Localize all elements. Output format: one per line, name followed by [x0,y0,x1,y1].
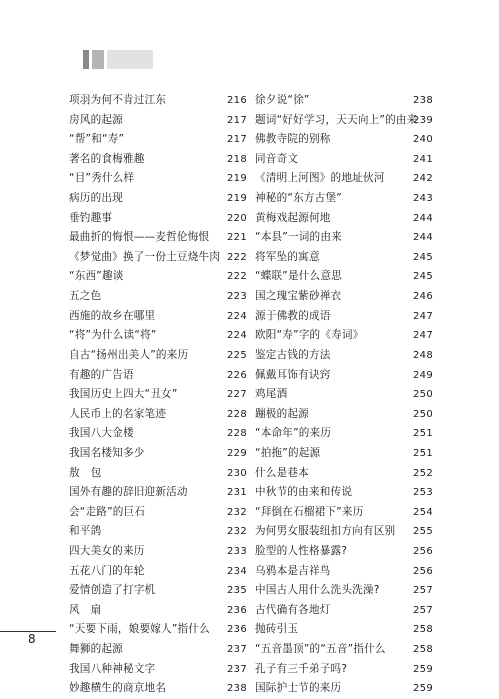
toc-entry-title: 同音奇文 [255,152,299,165]
toc-entry-page: 243 [413,193,433,205]
toc-entry [69,209,247,229]
toc-entry-page: 257 [413,604,433,616]
toc-entry [69,346,247,366]
toc-entry-title: 鉴定古钱的方法 [255,348,331,361]
toc-entry-page: 247 [413,330,433,342]
toc-entry [69,660,247,680]
toc-entry-title: “蝶联”是什么意思 [255,270,342,283]
toc-entry [255,444,433,464]
toc-entry-page: 245 [413,271,433,283]
toc-entry-title: “天要下雨，娘要嫁人”指什么 [69,623,210,636]
toc-entry-page: 240 [413,134,433,146]
toc-entry-page: 239 [413,114,433,126]
toc-entry [69,444,247,464]
toc-entry-page: 258 [413,624,433,636]
toc-entry-title: 题词“好好学习，天天向上”的由来 [255,113,418,126]
toc-entry-title: 西施的故乡在哪里 [69,309,156,322]
toc-entry-title: 自古“扬州出美人”的来历 [69,348,189,361]
toc-entry-title: 黄梅戏起源何地 [255,211,331,224]
toc-entry-title: 最曲折的悔恨——麦哲伦悔恨 [69,231,210,244]
toc-entry [255,483,433,503]
toc-entry [255,660,433,680]
toc-entry [255,542,433,562]
toc-entry-title: 我国历史上四大“丑女” [69,388,178,401]
toc-entry-page: 248 [413,349,433,361]
toc-entry [69,150,247,170]
toc-entry [255,228,433,248]
toc-entry [69,169,247,189]
toc-entry-title: 将军坠的寓意 [255,250,320,263]
toc-entry-title: 脸型的人性格暴露? [255,545,348,558]
toc-entry [255,679,433,699]
toc-entry [69,581,247,601]
toc-entry-title: 孔子有三千弟子吗? [255,662,348,675]
toc-entry-title: 项羽为何不肯过江东 [69,94,167,106]
toc-entry [69,679,247,699]
toc-entry [69,228,247,248]
toc-entry [255,307,433,327]
toc-entry-page: 253 [413,487,433,499]
toc-entry [255,326,433,346]
toc-entry-title: 和平鸽 [69,525,102,538]
toc-entry-title: 国际护士节的来历 [255,682,342,695]
toc-entry [69,385,247,405]
toc-entry [69,620,247,640]
toc-entry [69,405,247,425]
toc-entry-page: 227 [227,389,247,401]
toc-entry-page: 222 [227,271,247,283]
toc-entry [255,111,433,131]
toc-entry-title: “将”为什么读“将” [69,329,157,342]
toc-entry-title: “目”秀什么样 [69,172,135,185]
toc-entry [255,620,433,640]
toc-entry-page: 230 [227,467,247,479]
toc-entry-page: 232 [227,526,247,538]
toc-entry-page: 221 [227,232,247,244]
toc-entry-page: 217 [227,134,247,146]
toc-entry-page: 245 [413,251,433,263]
toc-entry-page: 228 [227,428,247,440]
toc-entry-title: 什么是巷本 [255,466,309,479]
toc-entry-title: 欧阳“寿”字的《寿词》 [255,329,364,342]
toc-entry-title: 病历的出现 [69,192,123,205]
toc-entry-title: 人民币上的名家笔迹 [69,407,167,420]
toc-entry-page: 244 [413,232,433,244]
toc-entry-page: 217 [227,114,247,126]
page-number: 8 [28,632,36,646]
toc-entry-page: 226 [227,369,247,381]
toc-entry-page: 252 [413,467,433,479]
toc-entry [69,111,247,131]
toc-entry [69,483,247,503]
toc-entry-title: “拜倒在石榴裙下”来历 [255,505,364,518]
toc-entry-title: 国外有趣的辞旧迎新活动 [69,486,188,499]
toc-entry-title: “五音墨顶”的“五音”指什么 [255,643,386,656]
toc-entry [69,601,247,621]
toc-entry-page: 233 [227,546,247,558]
toc-entry-title: 敖 包 [69,466,102,479]
toc-entry-title: “拍拖”的起源 [255,446,321,459]
toc-entry-page: 256 [413,565,433,577]
toc-entry-page: 219 [227,173,247,185]
toc-entry [255,601,433,621]
toc-entry [255,169,433,189]
toc-entry [69,287,247,307]
toc-entry-page: 237 [227,663,247,675]
toc-entry [69,326,247,346]
toc-entry-page: 224 [227,330,247,342]
toc-entry-title: 乌鸦本是吉祥鸟 [255,564,331,577]
toc-entry-title: 我国八种神秘文字 [69,662,156,675]
toc-entry-page: 241 [413,153,433,165]
toc-entry-page: 258 [413,644,433,656]
toc-entry-page: 250 [413,389,433,401]
toc-column-left [69,91,247,699]
toc-entry-title: 《梦觉曲》换了一份土豆烧牛肉 [69,250,221,263]
toc-entry-page: 251 [413,447,433,459]
toc-entry-page: 247 [413,310,433,322]
toc-entry-title: 中国古人用什么洗头洗澡? [255,584,380,597]
toc-entry [69,189,247,209]
toc-entry-title: 有趣的广告语 [69,368,134,381]
toc-entry-page: 232 [227,506,247,518]
toc-entry [255,562,433,582]
toc-entry-title: 我国名楼知多少 [69,446,145,459]
toc-entry-title: 为何男女服装纽扣方向有区别 [255,525,396,538]
toc-entry [255,385,433,405]
toc-entry-title: 《清明上河图》的地址伙河 [255,172,385,185]
toc-entry [255,209,433,229]
toc-entry-page: 228 [227,408,247,420]
toc-entry-page: 223 [227,291,247,303]
toc-entry-page: 257 [413,585,433,597]
toc-entry-page: 238 [413,95,433,106]
toc-entry-page: 229 [227,447,247,459]
header-decoration [83,50,153,69]
toc-entry-page: 255 [413,526,433,538]
toc-entry [255,248,433,268]
toc-entry-page: 251 [413,428,433,440]
toc-entry-title: “东西”趣谈 [69,270,124,283]
toc-entry-page: 224 [227,310,247,322]
toc-entry [255,581,433,601]
toc-entry-title: 抛砖引玉 [255,623,299,636]
toc-entry-title: 妙趣横生的商京地名 [69,682,167,695]
toc-entry-page: 249 [413,369,433,381]
toc-entry-page: 236 [227,604,247,616]
decor-bar-dark [83,50,89,69]
toc-entry-page: 222 [227,251,247,263]
toc-entry-title: 垂钓趣事 [69,211,113,224]
toc-entry [69,542,247,562]
toc-entry-page: 225 [227,349,247,361]
toc-entry-page: 256 [413,546,433,558]
toc-entry-title: “本命年”的来历 [255,427,332,440]
toc-entry [255,405,433,425]
toc-entry [255,366,433,386]
toc-entry [69,464,247,484]
toc-entry [255,267,433,287]
toc-entry-title: 四大美女的来历 [69,545,145,558]
toc-entry-page: 254 [413,506,433,518]
toc-entry-page: 220 [227,212,247,224]
toc-entry-page: 246 [413,291,433,303]
toc-entry [69,366,247,386]
toc-entry [69,130,247,150]
toc-entry-title: 佛教寺院的别称 [255,133,331,146]
toc-entry-title: 古代确有各地灯 [255,603,331,616]
toc-entry-title: 佩戴耳饰有诀窍 [255,368,331,381]
toc-entry-title: 鸡尾酒 [255,388,288,401]
toc-entry-title: 我国八大金楼 [69,427,134,440]
toc-entry [255,522,433,542]
toc-entry [69,503,247,523]
toc-entry-page: 235 [227,585,247,597]
decor-bar-light [107,50,153,69]
toc-entry-page: 244 [413,212,433,224]
toc-entry [69,307,247,327]
toc-entry-title: 房风的起源 [69,113,123,126]
toc-entry [69,91,247,111]
decor-bar-mid [92,50,104,69]
toc-entry-page: 216 [227,95,247,106]
toc-entry [255,424,433,444]
toc-entry-page: 231 [227,487,247,499]
toc-entry-title: 五花八门的年轮 [69,564,145,577]
toc-entry-page: 218 [227,153,247,165]
toc-entry-page: 219 [227,193,247,205]
toc-entry [255,91,433,111]
toc-entry [69,267,247,287]
toc-entry [255,346,433,366]
toc-entry [255,150,433,170]
toc-entry-page: 259 [413,663,433,675]
toc-entry-page: 237 [227,644,247,656]
toc-entry [255,287,433,307]
toc-entry-page: 242 [413,173,433,185]
toc-entry [255,464,433,484]
toc-entry-title: “本县”一词的由来 [255,231,342,244]
toc-entry [255,130,433,150]
toc-entry [69,562,247,582]
toc-entry [69,522,247,542]
toc-entry-page: 250 [413,408,433,420]
toc-entry-page: 259 [413,683,433,695]
toc-entry-title: “帮”和“寿” [69,133,125,146]
toc-entry-title: 会“走路”的巨石 [69,505,146,518]
toc-entry-page: 234 [227,565,247,577]
toc-entry-title: 神秘的“东方古堡” [255,192,342,205]
toc-entry [69,424,247,444]
toc-entry [255,503,433,523]
toc-entry [69,640,247,660]
toc-entry [69,248,247,268]
toc-entry-title: 舞狮的起源 [69,643,123,656]
toc-entry-title: 国之瑰宝紫砂禅衣 [255,290,342,303]
toc-entry-page: 238 [227,683,247,695]
toc-entry [255,189,433,209]
toc-entry-title: 风 扇 [69,603,102,616]
toc-entry-title: 徐夕说“徐” [255,94,310,106]
toc-entry-title: 爱情创造了打字机 [69,584,156,597]
toc-entry-title: 五之色 [69,290,102,303]
toc-entry-title: 蹦极的起源 [255,407,309,420]
toc-entry-page: 236 [227,624,247,636]
toc-column-right [255,91,433,699]
toc-entry-title: 著名的食梅雅趣 [69,152,145,165]
toc-entry-title: 中秋节的由来和传说 [255,486,353,499]
toc-entry-title: 源于佛教的成语 [255,309,331,322]
toc-entry [255,640,433,660]
